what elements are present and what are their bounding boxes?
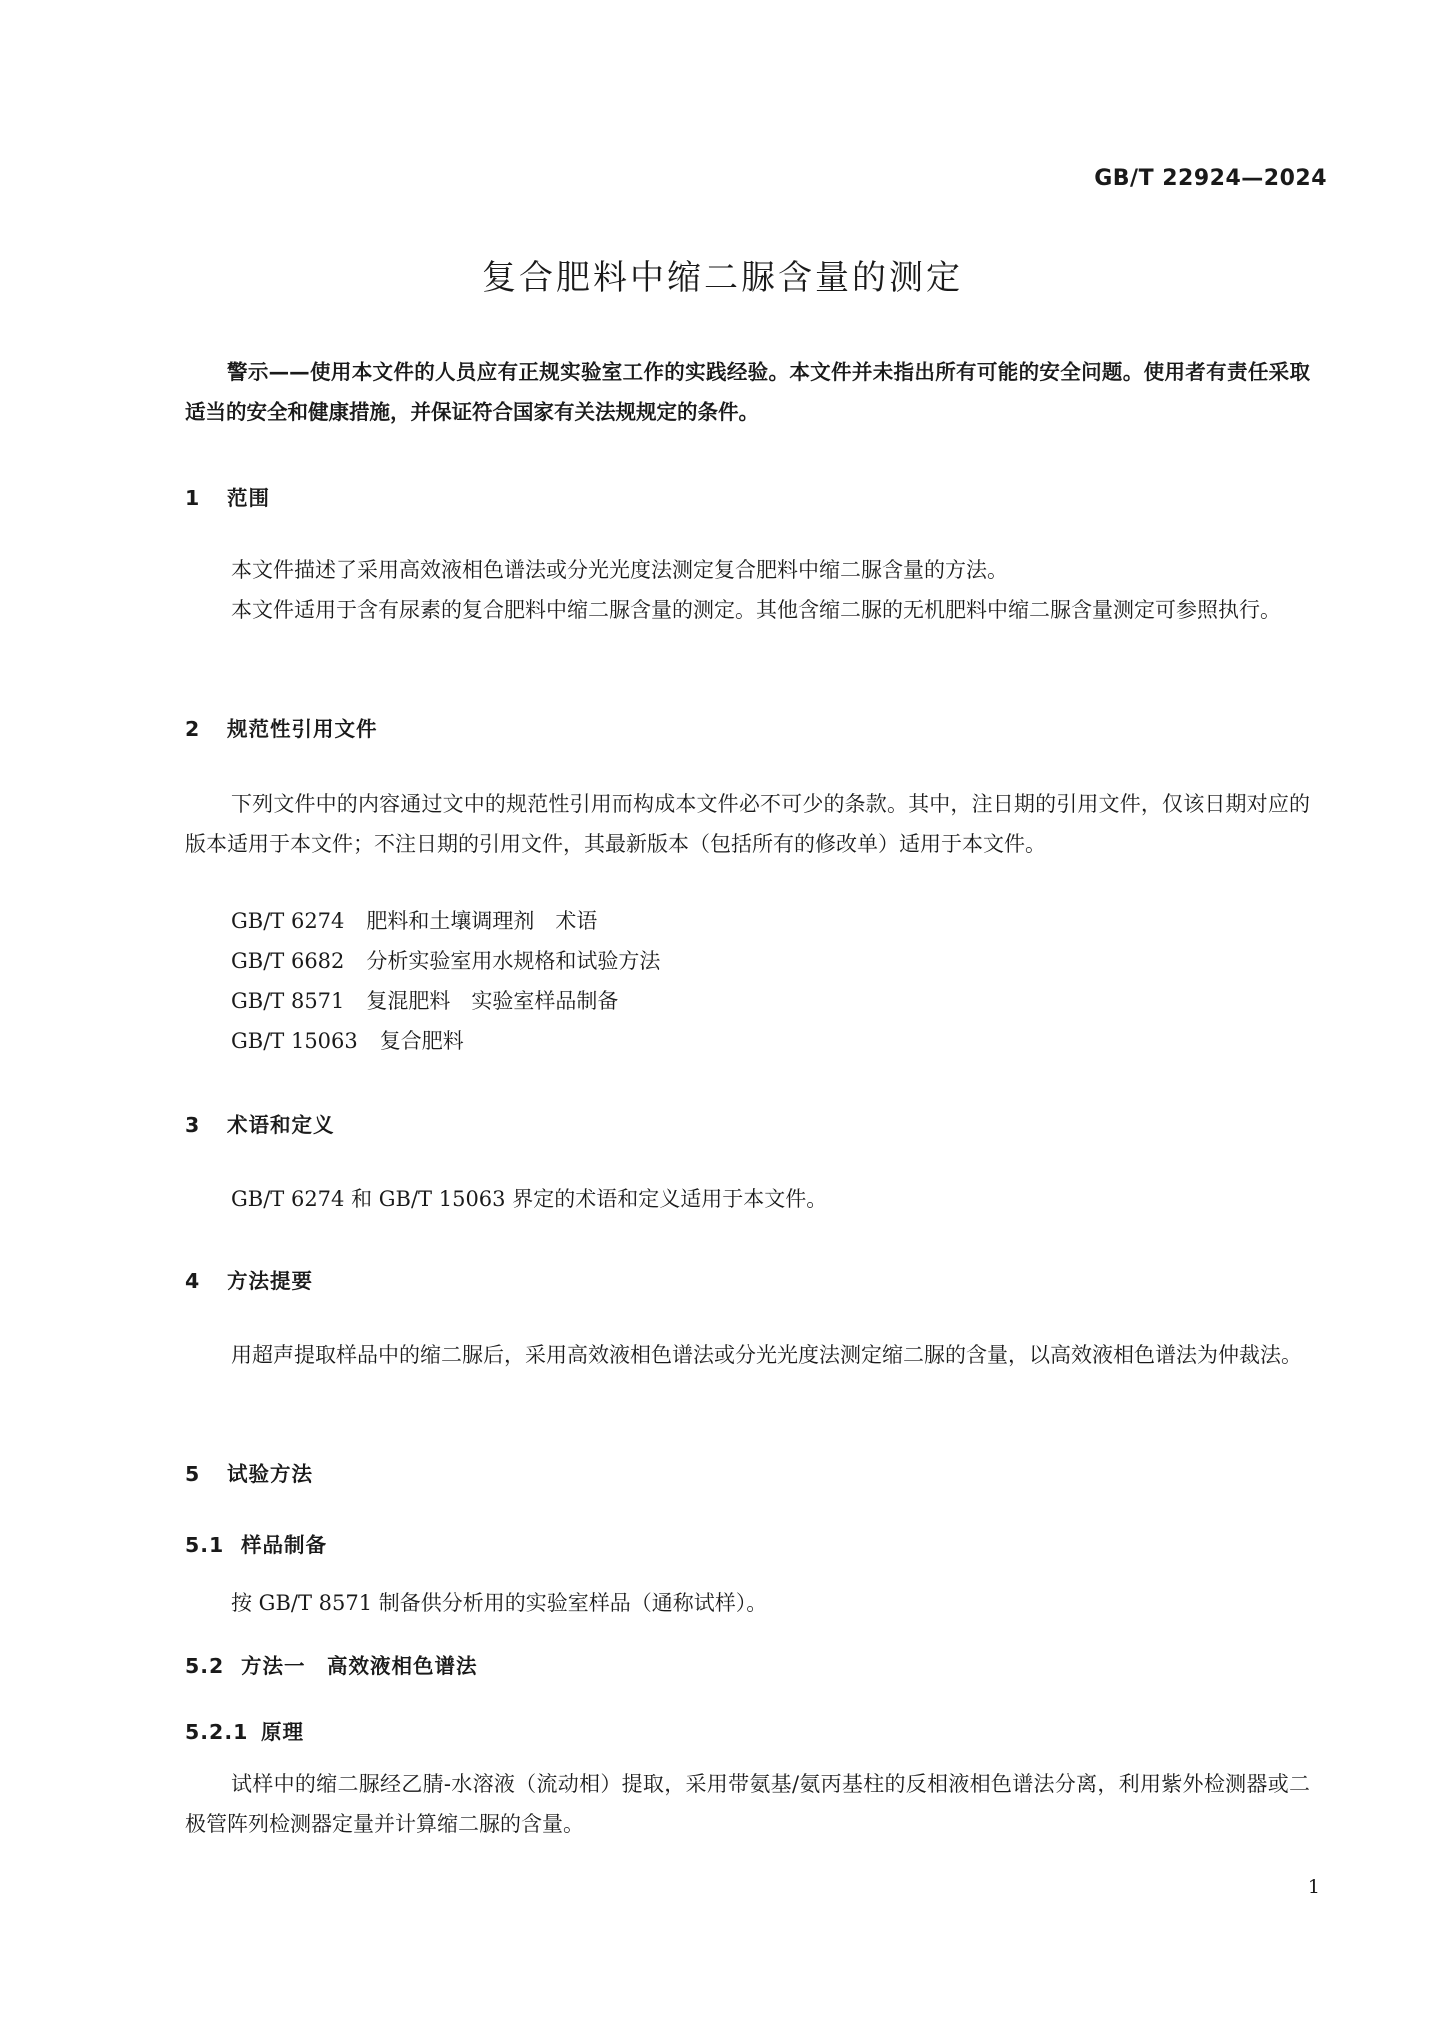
summary-paragraph: 用超声提取样品中的缩二脲后，采用高效液相色谱法或分光光度法测定缩二脲的含量，以高效液相色谱法为仲裁法。	[231, 1343, 1302, 1367]
reference-item	[231, 985, 618, 1015]
subsection-5-1-heading	[185, 1528, 327, 1558]
references-intro: 下列文件中的内容通过文中的规范性引用而构成本文件必不可少的条款。其中，注日期的引用文件，仅该日期对应的版本适用于本文件；不注日期的引用文件，其最新版本（包括所有的修改单）适用于本文件。	[185, 792, 1310, 856]
reference-code: GB/T 8571	[231, 989, 345, 1013]
section-number: 3	[185, 1113, 201, 1137]
reference-item	[231, 905, 597, 935]
section-2-heading	[185, 712, 378, 742]
reference-item	[231, 1025, 464, 1055]
section-title: 试验方法	[227, 1462, 313, 1486]
reference-code: GB/T 15063	[231, 1029, 358, 1053]
section-number: 2	[185, 717, 201, 741]
reference-code: GB/T 6274	[231, 909, 345, 933]
reference-title: 肥料和土壤调理剂 术语	[366, 909, 598, 933]
section-number: 5.1	[185, 1533, 225, 1557]
reference-title: 复混肥料 实验室样品制备	[366, 989, 619, 1013]
subsection-5-2-heading	[185, 1649, 478, 1679]
reference-title: 复合肥料	[379, 1029, 464, 1053]
terms-paragraph: GB/T 6274 和 GB/T 15063 界定的术语和定义适用于本文件。	[231, 1187, 828, 1211]
section-title: 方法一 高效液相色谱法	[241, 1654, 478, 1678]
document-title: 复合肥料中缩二脲含量的测定	[482, 258, 963, 298]
section-title: 样品制备	[241, 1533, 327, 1557]
section-title: 原理	[261, 1720, 304, 1744]
section-3-heading	[185, 1108, 335, 1138]
section-5-heading	[185, 1457, 313, 1487]
scope-paragraph-2: 本文件适用于含有尿素的复合肥料中缩二脲含量的测定。其他含缩二脲的无机肥料中缩二脲含量测定可参照执行。	[231, 598, 1281, 622]
subsection-5-2-1-heading	[185, 1715, 304, 1745]
reference-title: 分析实验室用水规格和试验方法	[366, 949, 661, 973]
section-title: 方法提要	[227, 1269, 313, 1293]
section-number: 4	[185, 1269, 201, 1293]
reference-item	[231, 945, 660, 975]
safety-warning: 警示——使用本文件的人员应有正规实验室工作的实践经验。本文件并未指出所有可能的安全问题。使用者有责任采取适当的安全和健康措施，并保证符合国家有关法规规定的条件。	[185, 360, 1310, 424]
section-1-heading	[185, 481, 270, 511]
section-number: 1	[185, 486, 201, 510]
reference-code: GB/T 6682	[231, 949, 345, 973]
standard-code: GB/T 22924—2024	[1094, 166, 1327, 191]
page-number: 1	[1307, 1876, 1320, 1898]
section-number: 5.2.1	[185, 1720, 249, 1744]
sample-prep-paragraph: 按 GB/T 8571 制备供分析用的实验室样品（通称试样）。	[231, 1591, 768, 1615]
section-title: 规范性引用文件	[227, 717, 378, 741]
section-number: 5.2	[185, 1654, 225, 1678]
scope-paragraph-1: 本文件描述了采用高效液相色谱法或分光光度法测定复合肥料中缩二脲含量的方法。	[231, 558, 1008, 582]
section-title: 范围	[227, 486, 270, 510]
section-title: 术语和定义	[227, 1113, 335, 1137]
section-number: 5	[185, 1462, 201, 1486]
principle-paragraph: 试样中的缩二脲经乙腈-水溶液（流动相）提取，采用带氨基/氨丙基柱的反相液相色谱法分离，利用紫外检测器或二极管阵列检测器定量并计算缩二脲的含量。	[185, 1772, 1310, 1836]
section-4-heading	[185, 1264, 313, 1294]
